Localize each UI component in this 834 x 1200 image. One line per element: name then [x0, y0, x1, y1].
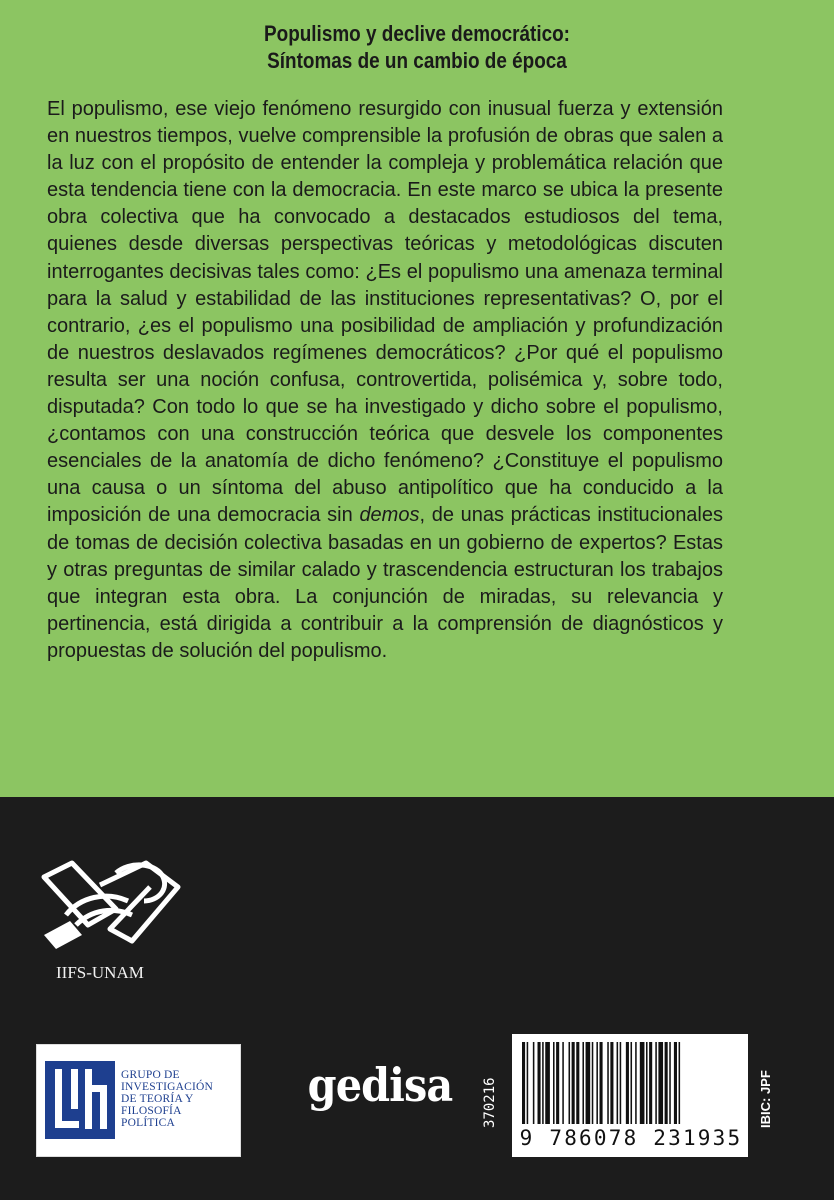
barcode-bar	[646, 1042, 648, 1124]
iifs-unam-label: IIFS-UNAM	[56, 963, 144, 982]
barcode-bar	[545, 1042, 550, 1124]
barcode-bar	[596, 1042, 598, 1124]
barcode-bar	[665, 1042, 668, 1124]
barcode-bar	[582, 1042, 584, 1124]
blurb-text-part-1: El populismo, ese viejo fenómeno resurgido con inusual fuerza y extensión en nuestros tiempos, vuelve comprensible la profusión de obras que salen a la luz con el propósito de entender la compleja y problemática relación que esta tendencia tiene con la democracia. En este marco se ubica la presente obra colectiva que ha convocado a destacados estudiosos del tema, quienes desde diversas perspectivas teóricas y metodológicas discuten interrogantes decisivas tales como: ¿Es el populismo una amenaza terminal para la salud y estabilidad de las instituciones representativas? O, por el contrario, ¿es el populismo una posibilidad de ampliación y profundización de nuestros deslavados regímenes democráticos? ¿Por qué el populismo resulta ser una noción confusa, controvertida, polisémica y, sobre todo, disputada? Con todo lo que se ha investigado y dicho sobre el populismo, ¿contamos con una construcción teórica que desvele los componentes esenciales de la anatomía de dicho fenómeno? ¿Constituye el populismo una causa o un síntoma del abuso antipolítico que ha conducido a la imposición de una democracia sin	[47, 98, 723, 527]
barcode-bar	[572, 1042, 575, 1124]
side-product-code: 370216	[482, 1077, 498, 1128]
barcode-bar	[533, 1042, 535, 1124]
barcode-bar	[631, 1042, 633, 1124]
grupo-line-2: INVESTIGACIÓN	[121, 1081, 214, 1093]
barcode-bar	[522, 1042, 525, 1124]
iifs-knot-logo	[36, 855, 186, 950]
barcode-bar	[562, 1042, 564, 1124]
barcode-bar	[610, 1042, 613, 1124]
barcode-bar	[635, 1042, 637, 1124]
barcode-bar	[553, 1042, 555, 1124]
grupo-text	[121, 1069, 237, 1129]
grupo-line-3: DE TEORÍA Y	[121, 1093, 194, 1105]
barcode-bar	[669, 1042, 671, 1124]
barcode-bar	[674, 1042, 677, 1124]
barcode-bar	[556, 1042, 559, 1124]
barcode-bar	[576, 1042, 579, 1124]
barcode-bar	[658, 1042, 663, 1124]
barcode-bars	[520, 1042, 740, 1124]
title-line-2: Síntomas de un cambio de época	[267, 48, 567, 73]
barcode-bar	[592, 1042, 594, 1124]
grupo-investigacion-logo	[36, 1044, 241, 1157]
gedisa-publisher-logo: gedisa	[307, 1058, 453, 1112]
blurb-text-part-2: , de unas prácticas institucionales de tomas de decisión colectiva basadas en un gobierno de expertos? Estas y otras preguntas de similar calado y trascendencia estructuran los trabajos que integran esta obra. La conjunción de miradas, su relevancia y pertinencia, está dirigida a contribuir a la comprensión de diagnósticos y propuestas de solución del populismo.	[47, 504, 724, 662]
grupo-line-5: POLÍTICA	[121, 1117, 175, 1129]
grupo-line-1: GRUPO DE	[121, 1069, 180, 1081]
barcode-bar	[527, 1042, 529, 1124]
ibic-code: IBIC: JPF	[758, 1070, 773, 1128]
barcode-bar	[617, 1042, 619, 1124]
barcode-bar	[620, 1042, 622, 1124]
barcode-bar	[542, 1042, 544, 1124]
barcode-bar	[607, 1042, 609, 1124]
back-cover-blurb	[47, 96, 723, 665]
barcode-bar	[655, 1042, 657, 1124]
barcode-bar	[640, 1042, 645, 1124]
grupo-mark-icon	[45, 1061, 115, 1139]
grupo-line-4: FILOSOFÍA	[121, 1105, 182, 1117]
barcode-bar	[626, 1042, 629, 1124]
barcode-bar	[679, 1042, 681, 1124]
barcode-bar	[649, 1042, 652, 1124]
isbn-number: 9 786078 231935	[519, 1126, 743, 1150]
barcode-bar	[569, 1042, 571, 1124]
barcode-bar	[538, 1042, 541, 1124]
isbn-barcode	[512, 1034, 748, 1157]
barcode-bar	[600, 1042, 603, 1124]
blurb-emphasis: demos	[359, 504, 420, 527]
barcode-bar	[586, 1042, 591, 1124]
title-line-1: Populismo y declive democrático:	[264, 21, 570, 46]
book-title	[58, 20, 775, 74]
